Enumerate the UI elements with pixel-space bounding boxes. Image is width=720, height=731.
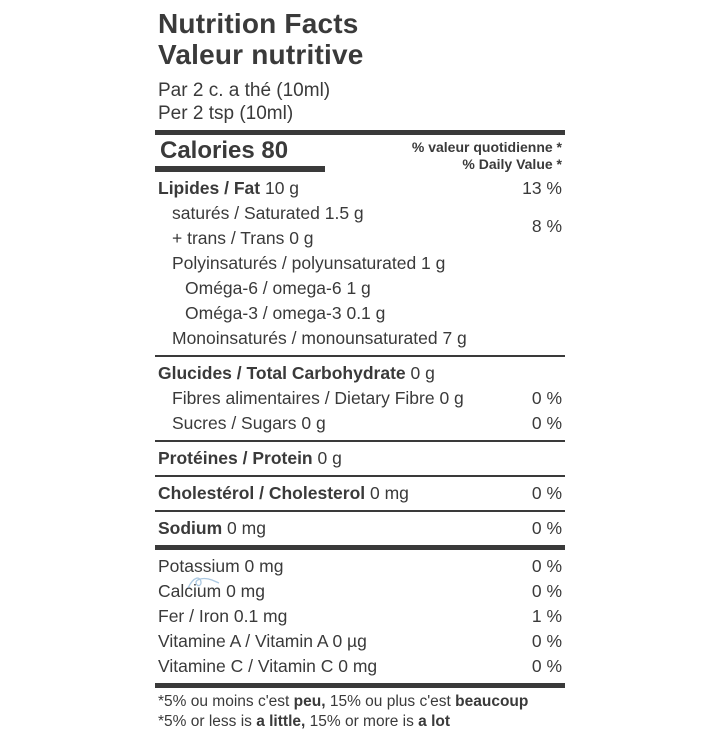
nutrient-name: Fer / Iron 0.1 mg [158,604,287,629]
daily-value-percent: 0 % [532,516,562,541]
nutrient-name: Cholestérol / Cholesterol 0 mg [158,481,409,506]
nutrient-name: + trans / Trans 0 g [172,226,364,251]
title-french: Valeur nutritive [158,39,562,70]
nutrient-name: Calcium 0 mg [158,579,265,604]
nutrient-name: Oméga-6 / omega-6 1 g [158,276,371,301]
daily-value-percent: 13 % [522,176,562,201]
serving-size-french: Par 2 c. a thé (10ml) [158,79,562,102]
serving-size-english: Per 2 tsp (10ml) [158,102,562,125]
title-english: Nutrition Facts [158,8,562,39]
nutrient-name: Lipides / Fat 10 g [158,176,299,201]
daily-value-header-english: % Daily Value * [412,156,562,173]
nutrient-group-lines [158,201,364,251]
calories-label: Calories 80 [158,138,325,164]
nutrient-name: Polyinsaturés / polyunsaturated 1 g [158,251,445,276]
nutrient-row [158,176,562,201]
nutrition-facts-label [158,8,562,731]
daily-value-percent: 0 % [532,554,562,579]
divider-top [155,130,565,135]
daily-value-header [412,138,562,173]
nutrient-row [158,301,562,326]
serving-size [158,79,562,125]
nutrient-name: Potassium 0 mg [158,554,283,579]
section-divider [155,545,565,550]
nutrient-name: Vitamine C / Vitamin C 0 mg [158,654,377,679]
daily-value-percent: 1 % [532,604,562,629]
footnote-french: *5% ou moins c'est peu, 15% ou plus c'est beaucoup [158,692,562,712]
nutrient-name: Fibres alimentaires / Dietary Fibre 0 g [158,386,464,411]
nutrient-row [158,326,562,351]
daily-value-header-french: % valeur quotidienne * [412,139,562,156]
nutrient-table [158,176,562,679]
calories-underline [155,166,325,172]
daily-value-percent: 0 % [532,654,562,679]
footnote-english: *5% or less is a little, 15% or more is a lot [158,712,562,731]
section-divider [155,355,565,357]
nutrient-row [158,251,562,276]
daily-value-percent: 0 % [532,579,562,604]
nutrient-row [158,604,562,629]
footnotes [158,692,562,731]
nutrient-name: Protéines / Protein 0 g [158,446,342,471]
label-titles [158,8,562,70]
nutrient-row [158,276,562,301]
nutrient-row [158,446,562,471]
nutrient-row [158,629,562,654]
daily-value-percent: 0 % [532,386,562,411]
pen-mark-artifact [186,574,220,596]
nutrient-row [158,361,562,386]
nutrient-row [158,411,562,436]
nutrient-name: Glucides / Total Carbohydrate 0 g [158,361,435,386]
calories-section [158,138,562,173]
nutrient-name: Oméga-3 / omega-3 0.1 g [158,301,385,326]
nutrient-row [158,654,562,679]
nutrient-group [158,201,562,251]
nutrient-name: Sodium 0 mg [158,516,266,541]
nutrient-row [158,481,562,506]
nutrient-name: Sucres / Sugars 0 g [158,411,326,436]
daily-value-percent: 8 % [532,214,562,239]
calories [158,138,325,172]
nutrient-name: saturés / Saturated 1.5 g [172,201,364,226]
section-divider [155,475,565,477]
nutrient-name: Monoinsaturés / monounsaturated 7 g [158,326,467,351]
divider-bottom [155,683,565,688]
section-divider [155,440,565,442]
nutrient-name: Vitamine A / Vitamin A 0 µg [158,629,367,654]
daily-value-percent: 0 % [532,481,562,506]
section-divider [155,510,565,512]
nutrient-row [158,516,562,541]
daily-value-percent: 0 % [532,629,562,654]
daily-value-percent: 0 % [532,411,562,436]
nutrient-row [158,386,562,411]
